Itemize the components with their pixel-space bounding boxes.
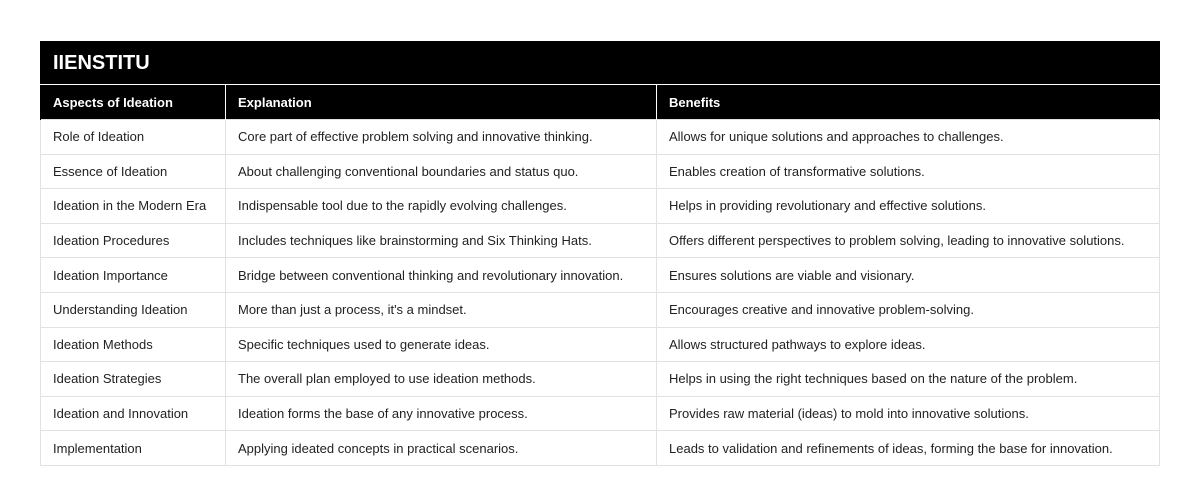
table-row <box>41 327 1160 362</box>
table-row <box>41 189 1160 224</box>
benefit-cell: Offers different perspectives to problem solving, leading to innovative solutions. <box>657 223 1160 258</box>
table-row <box>41 362 1160 397</box>
explanation-cell: Ideation forms the base of any innovative process. <box>226 396 657 431</box>
explanation-cell: Applying ideated concepts in practical scenarios. <box>226 431 657 466</box>
aspect-cell: Understanding Ideation <box>41 292 226 327</box>
aspect-cell: Ideation Importance <box>41 258 226 293</box>
explanation-cell: Includes techniques like brainstorming and Six Thinking Hats. <box>226 223 657 258</box>
benefit-cell: Ensures solutions are viable and visionary. <box>657 258 1160 293</box>
benefit-cell: Helps in providing revolutionary and effective solutions. <box>657 189 1160 224</box>
benefit-cell: Leads to validation and refinements of ideas, forming the base for innovation. <box>657 431 1160 466</box>
explanation-cell: More than just a process, it's a mindset. <box>226 292 657 327</box>
table-row <box>41 292 1160 327</box>
aspect-cell: Ideation Procedures <box>41 223 226 258</box>
benefit-cell: Allows for unique solutions and approaches to challenges. <box>657 120 1160 155</box>
explanation-cell: Core part of effective problem solving and innovative thinking. <box>226 120 657 155</box>
explanation-cell: About challenging conventional boundaries and status quo. <box>226 154 657 189</box>
aspect-cell: Role of Ideation <box>41 120 226 155</box>
benefit-cell: Helps in using the right techniques based on the nature of the problem. <box>657 362 1160 397</box>
benefit-cell: Encourages creative and innovative problem-solving. <box>657 292 1160 327</box>
aspect-cell: Essence of Ideation <box>41 154 226 189</box>
aspect-cell: Ideation Strategies <box>41 362 226 397</box>
table-row <box>41 154 1160 189</box>
table-head <box>41 42 1160 120</box>
aspect-cell: Ideation in the Modern Era <box>41 189 226 224</box>
table-row <box>41 223 1160 258</box>
ideation-table <box>40 41 1160 466</box>
aspect-cell: Ideation and Innovation <box>41 396 226 431</box>
explanation-cell: Bridge between conventional thinking and revolutionary innovation. <box>226 258 657 293</box>
table-row <box>41 396 1160 431</box>
header-explanation: Explanation <box>226 85 657 120</box>
benefit-cell: Provides raw material (ideas) to mold into innovative solutions. <box>657 396 1160 431</box>
header-benefits: Benefits <box>657 85 1160 120</box>
explanation-cell: The overall plan employed to use ideation methods. <box>226 362 657 397</box>
aspect-cell: Implementation <box>41 431 226 466</box>
table-row <box>41 431 1160 466</box>
header-aspects: Aspects of Ideation <box>41 85 226 120</box>
explanation-cell: Specific techniques used to generate ideas. <box>226 327 657 362</box>
explanation-cell: Indispensable tool due to the rapidly evolving challenges. <box>226 189 657 224</box>
header-row <box>41 85 1160 120</box>
ideation-table-container <box>40 41 1159 466</box>
benefit-cell: Enables creation of transformative solutions. <box>657 154 1160 189</box>
aspect-cell: Ideation Methods <box>41 327 226 362</box>
table-row <box>41 120 1160 155</box>
benefit-cell: Allows structured pathways to explore ideas. <box>657 327 1160 362</box>
table-row <box>41 258 1160 293</box>
title-row <box>41 42 1160 85</box>
table-title: IIENSTITU <box>41 42 1160 85</box>
table-body <box>41 120 1160 466</box>
